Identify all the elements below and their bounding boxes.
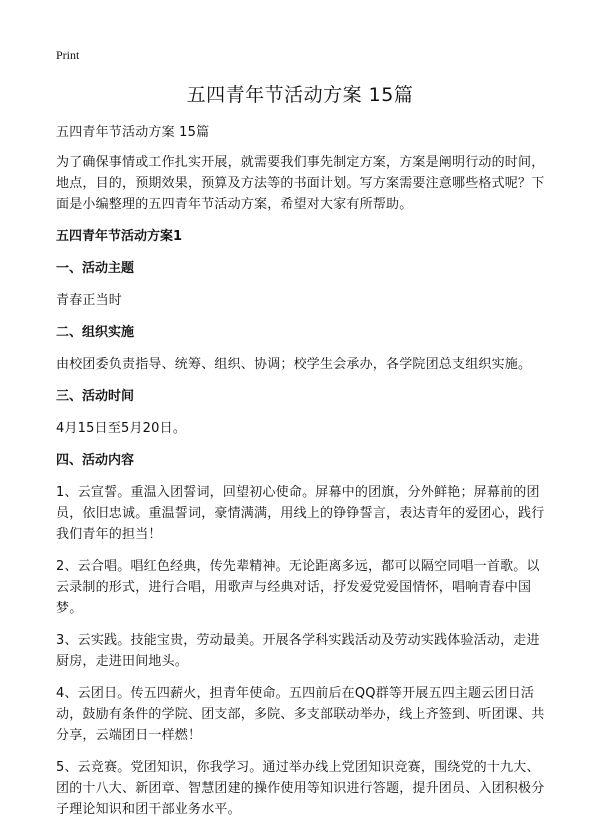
section-heading: 三、活动时间 (56, 389, 135, 404)
document-title: 五四青年节活动方案 15篇 (186, 84, 414, 106)
section-text: 青春正当时 (56, 293, 123, 308)
section-time (56, 386, 552, 439)
document-subtitle: 五四青年节活动方案 15篇 (56, 125, 210, 140)
section-heading: 一、活动主题 (56, 261, 135, 276)
section-text: 4月15日至5月20日。 (56, 421, 187, 436)
document-body (56, 122, 552, 831)
section-heading: 二、组织实施 (56, 325, 135, 340)
print-link[interactable]: Print (56, 48, 80, 62)
section-theme (56, 258, 552, 311)
section-text: 由校团委负责指导、统筹、组织、协调；校学生会承办，各学院团总支组织实施。 (56, 357, 532, 372)
plan-heading: 五四青年节活动方案1 (56, 229, 183, 244)
list-item: 4、云团日。传五四薪火，担青年使命。五四前后在QQ群等开展五四主题云团日活动，鼓励有条件的学院、团支部，多院、多支部联动举办，线上齐签到、听团课、共分享，云端团日一样燃！ (56, 686, 545, 743)
list-item: 3、云实践。技能宝贵，劳动最美。开展各学科实践活动及劳动实践体验活动，走进厨房，走进田间地头。 (56, 633, 540, 669)
intro-paragraph: 为了确保事情或工作扎实开展，就需要我们事先制定方案，方案是阐明行动的时间，地点，目的，预期效果，预算及方法等的书面计划。写方案需要注意哪些格式呢？下面是小编整理的五四青年节活动方案，希望对大家有所帮助。 (56, 155, 545, 212)
content-heading: 四、活动内容 (56, 453, 135, 468)
section-organization (56, 322, 552, 375)
list-item: 1、云宣誓。重温入团誓词，回望初心使命。屏幕中的团旗，分外鲜艳；屏幕前的团员，依旧忠诚。重温誓词，豪情满满，用线上的铮铮誓言，表达青年的爱团心，践行我们青年的担当！ (56, 485, 545, 542)
list-item: 5、云竞赛。党团知识，你我学习。通过举办线上党团知识竞赛，围绕党的十九大、团的十八大、新团章、智慧团建的操作使用等知识进行答题，提升团员、入团积极分子理论知识和团干部业务水平。 (56, 760, 545, 817)
list-item: 2、云合唱。唱红色经典，传先辈精神。无论距离多远，都可以隔空同唱一首歌。以云录制的形式，进行合唱，用歌声与经典对话，抒发爱党爱国情怀，唱响青春中国梦。 (56, 559, 540, 616)
